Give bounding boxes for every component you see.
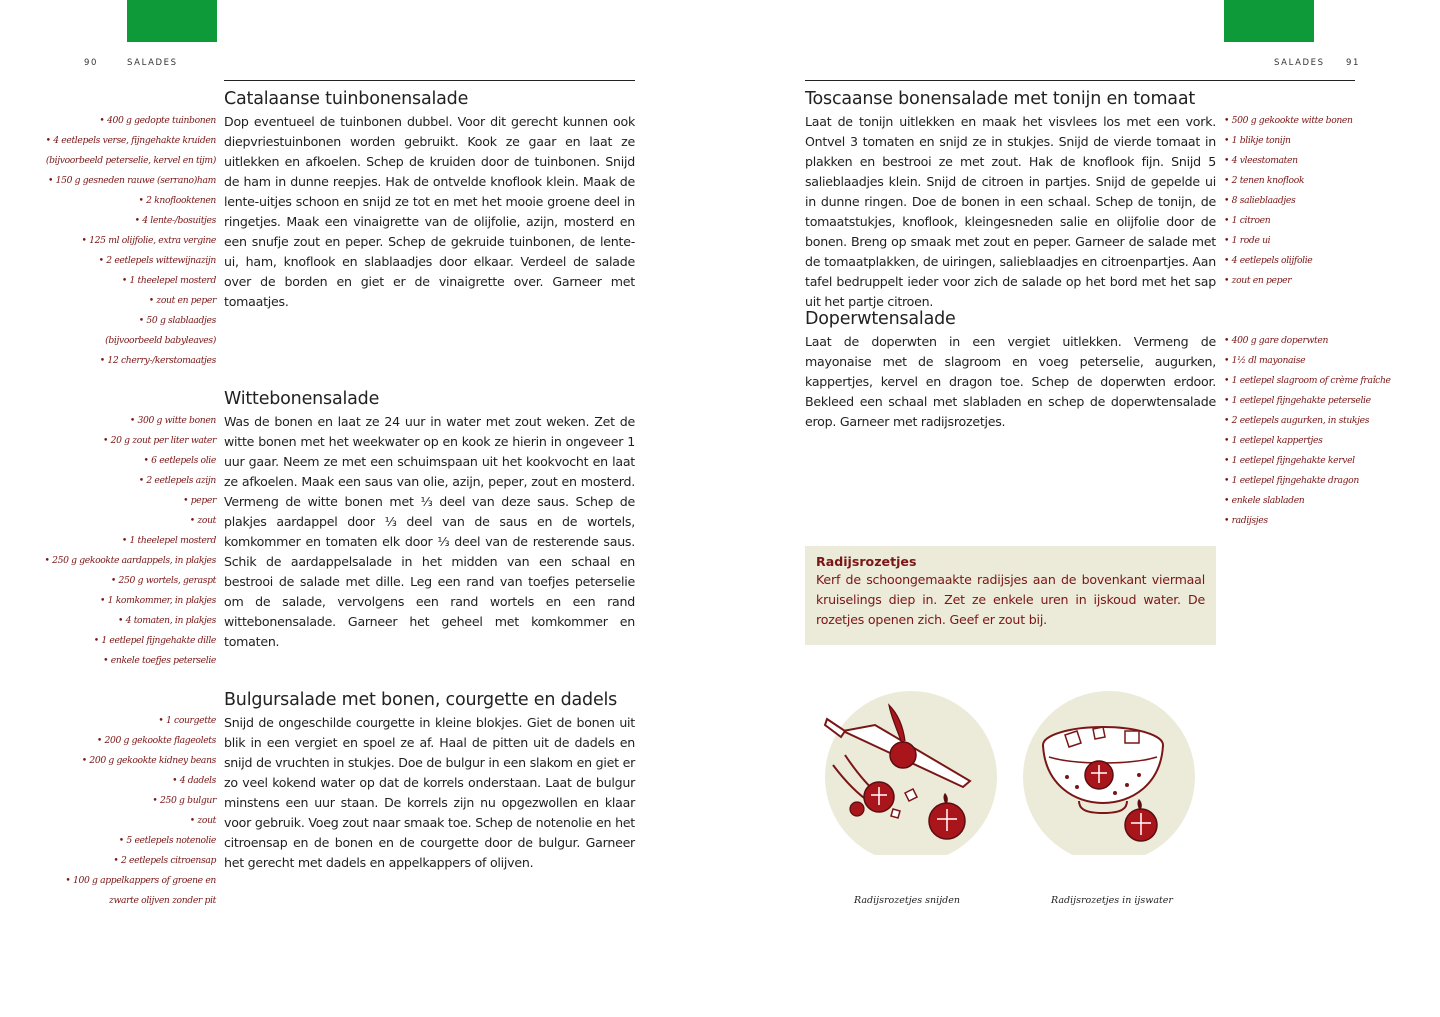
ingredient: • 500 g gekookte witte bonen	[1224, 115, 1353, 126]
right-top-rule	[805, 80, 1355, 81]
ingredient: • 250 g wortels, geraspt	[110, 575, 216, 586]
ingredient: • 1 eetlepel fijngehakte kervel	[1224, 455, 1355, 466]
ingredient-list	[46, 111, 216, 371]
recipe-bulgur	[224, 689, 635, 873]
recipe-wittebonen	[224, 388, 635, 652]
ingredient-list	[1224, 331, 1391, 531]
left-section-tab	[127, 0, 217, 42]
ingredient: • 4 tomaten, in plakjes	[118, 615, 216, 626]
ingredient-list	[1224, 111, 1353, 291]
recipe-text: Was de bonen en laat ze 24 uur in water met zout weken. Zet de witte bonen met het weekwater op en kook ze hierin in ongeveer 1 uur gaar. Neem ze met een schuimspaan uit het kookvocht en laat ze afkoelen. Maak een saus van olie, azijn, peper, zout en mosterd. Vermeng de witte bonen met ⅓ deel van deze saus. Schep de plakjes aardappel door ⅓ deel van de saus en de wortels, komkommer en tomaten elk door ⅓ deel van de resterende saus. Schik de aardappelsalade in het midden van een schaal en bestrooi de salade met dille. Leg een rand van toefjes peterselie om de salade, vervolgens een rand wortels en een rand wittebonensalade. Garneer het geheel met komkommer en tomaten.	[224, 414, 635, 649]
ingredient: • 1 eetlepel fijngehakte dille	[93, 635, 216, 646]
ingredient: • zout	[189, 515, 216, 526]
radish-icewater-illustration	[1015, 685, 1205, 855]
ingredient: • 4 vleestomaten	[1224, 155, 1298, 166]
ingredient: • 5 eetlepels notenolie	[118, 835, 216, 846]
recipe-title: Catalaanse tuinbonensalade	[224, 89, 469, 109]
ingredient: • zout en peper	[1224, 275, 1292, 286]
left-section-name: SALADES	[127, 58, 178, 68]
ingredient: • 6 eetlepels olie	[143, 455, 216, 466]
ingredient: • 150 g gesneden rauwe (serrano)ham	[47, 175, 216, 186]
ingredient: • 1 eetlepel slagroom of crème fraîche	[1224, 375, 1391, 386]
recipe-text: Laat de doperwten in een vergiet uitlekken. Vermeng de mayonaise met de slagroom en voeg peterselie, augurken, kappertjes, kervel en dragon toe. Schep de doperwten erdoor. Bekleed een schaal met slabladen en schep de doperwtensalade erop. Garneer met radijsrozetjes.	[805, 334, 1216, 429]
illustration-caption: Radijsrozetjes snijden	[854, 895, 960, 906]
ingredient: • 1 courgette	[158, 715, 216, 726]
ingredient: • 50 g slablaadjes	[138, 315, 216, 326]
ingredient: • 1 rode ui	[1224, 235, 1271, 246]
ingredient: • 1 eetlepel kappertjes	[1224, 435, 1323, 446]
radish-cutting-illustration	[805, 685, 1015, 855]
ingredient: • 400 g gedopte tuinbonen	[99, 115, 216, 126]
recipe-text: Laat de tonijn uitlekken en maak het visvlees los met een vork. Ontvel 3 tomaten en snijd ze in stukjes. Snijd de vierde tomaat in plakken en bestrooi ze met zout. Hak de knoflook fijn. Snijd 5 salieblaadjes klein. Snijd de citroen in partjes. Snijd de gepelde ui in dunne ringen. Doe de bonen in een schaal. Schep de tonijn, de tomaatstukjes, knoflook, kleingesneden salie en olijfolie door de bonen. Breng op smaak met zout en peper. Garneer de salade met de tomaatplakken, de uiringen, salieblaadjes en citroenpartjes. Aan tafel bedruppelt ieder voor zich de salade op het bord met het sap uit het partje citroen.	[805, 114, 1216, 309]
recipe-title: Bulgursalade met bonen, courgette en dadels	[224, 690, 618, 710]
ingredient: • 8 salieblaadjes	[1224, 195, 1296, 206]
tip-box	[805, 546, 1216, 645]
ingredient: • radijsjes	[1224, 515, 1268, 526]
ingredient: • 20 g zout per liter water	[102, 435, 216, 446]
ingredient-list	[65, 711, 216, 911]
right-section-tab	[1224, 0, 1314, 42]
recipe-title: Toscaanse bonensalade met tonijn en tomaat	[805, 89, 1195, 109]
ingredient: • 4 dadels	[172, 775, 216, 786]
ingredient: • 1 theelepel mosterd	[121, 535, 216, 546]
tip-title: Radijsrozetjes	[816, 554, 917, 569]
ingredient: • 2 knoflooktenen	[138, 195, 216, 206]
ingredient: • enkele toefjes peterselie	[103, 655, 216, 666]
ingredient: • zout en peper	[148, 295, 216, 306]
ingredient: • 2 eetlepels wittewijnazijn	[98, 255, 216, 266]
ingredient: • 4 eetlepels olijfolie	[1224, 255, 1313, 266]
ingredient: • peper	[183, 495, 216, 506]
ingredient: • 2 tenen knoflook	[1224, 175, 1305, 186]
ingredient: • 2 eetlepels augurken, in stukjes	[1224, 415, 1370, 426]
ingredient: • 1 theelepel mosterd	[121, 275, 216, 286]
illustration-caption: Radijsrozetjes in ijswater	[1051, 895, 1173, 906]
ingredient: • 1½ dl mayonaise	[1224, 355, 1306, 366]
ingredient: • enkele slabladen	[1224, 495, 1305, 506]
recipe-catalaanse	[224, 88, 635, 312]
ingredient: • 2 eetlepels citroensap	[113, 855, 216, 866]
tip-text: Kerf de schoongemaakte radijsjes aan de bovenkant viermaal kruiselings diep in. Zet ze enkele uren in ijskoud water. De rozetjes openen zich. Geef er zout bij.	[816, 572, 1205, 627]
ingredient: • 400 g gare doperwten	[1224, 335, 1329, 346]
ingredient: • 1 komkommer, in plakjes	[100, 595, 216, 606]
ingredient: • 1 eetlepel fijngehakte peterselie	[1224, 395, 1371, 406]
recipe-text: Snijd de ongeschilde courgette in kleine blokjes. Giet de bonen uit blik in een vergiet en spoel ze af. Haal de pitten uit de dadels en snijd de vruchten in stukjes. Doe de bulgur in een slakom en giet er zo veel kokend water op dat de korrels onderstaan. Laat de bulgur minstens een uur staan. De korrels zijn nu opgezwollen en klaar voor gebruik. Voeg zout naar smaak toe. Schep de notenolie en het citroensap en de bonen en de courgette door de bulgur. Garneer het gerecht met dadels en appelkappers of olijven.	[224, 715, 635, 870]
left-page-number: 90	[84, 58, 99, 68]
ingredient: • 1 citroen	[1224, 215, 1271, 226]
ingredient: (bijvoorbeeld peterselie, kervel en tijm)	[45, 155, 216, 166]
ingredient: • 300 g witte bonen	[129, 415, 216, 426]
ingredient: • zout	[189, 815, 216, 826]
ingredient: • 250 g gekookte aardappels, in plakjes	[44, 555, 216, 566]
ingredient: • 200 g gekookte kidney beans	[81, 755, 216, 766]
ingredient: (bijvoorbeeld babyleaves)	[105, 335, 216, 346]
ingredient-list	[44, 411, 216, 671]
ingredient: • 1 blikje tonijn	[1224, 135, 1291, 146]
ingredient: • 4 eetlepels verse, fijngehakte kruiden	[45, 135, 216, 146]
recipe-title: Wittebonensalade	[224, 389, 380, 409]
right-section-name: SALADES	[1274, 58, 1325, 68]
ingredient: zwarte olijven zonder pit	[108, 895, 216, 906]
ingredient: • 200 g gekookte flageolets	[96, 735, 216, 746]
ingredient: • 100 g appelkappers of groene en	[65, 875, 216, 886]
recipe-title: Doperwtensalade	[805, 309, 956, 329]
ingredient: • 250 g bulgur	[152, 795, 216, 806]
right-page-number: 91	[1346, 58, 1361, 68]
ingredient: • 125 ml olijfolie, extra vergine	[81, 235, 216, 246]
ingredient: • 1 eetlepel fijngehakte dragon	[1224, 475, 1359, 486]
recipe-text: Dop eventueel de tuinbonen dubbel. Voor dit gerecht kunnen ook diepvriestuinbonen worden gebruikt. Kook ze gaar en laat ze uitlekken en afkoelen. Schep de kruiden door de tuinbonen. Snijd de ham in dunne reepjes. Hak de ontvelde knoflook klein. Maak de lente-uitjes schoon en snijd ze tot en met het mooie groene deel in ringetjes. Maak een vinaigrette van de olijfolie, azijn, mosterd en een snufje zout en peper. Schep de gekruide tuinbonen, de lente-ui, ham, knoflook en slablaadjes door elkaar. Verdeel de salade over de borden en giet er de vinaigrette over. Garneer met tomaatjes.	[224, 114, 635, 309]
recipe-toscaanse	[805, 88, 1216, 312]
ingredient: • 4 lente-/bosuitjes	[134, 215, 216, 226]
left-top-rule	[224, 80, 635, 81]
recipe-doperwten	[805, 308, 1216, 432]
ingredient: • 12 cherry-/kerstomaatjes	[99, 355, 216, 366]
ingredient: • 2 eetlepels azijn	[138, 475, 216, 486]
